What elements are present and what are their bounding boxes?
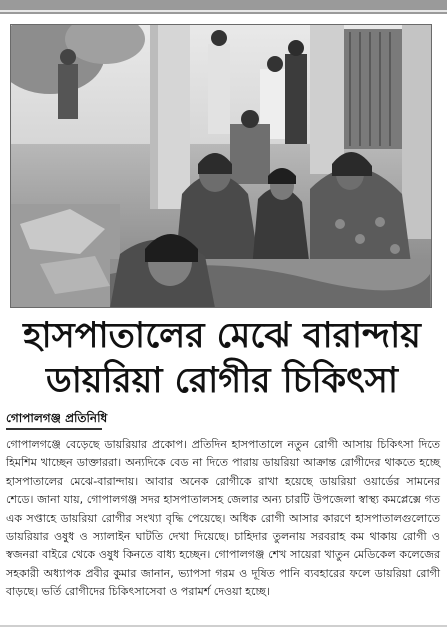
bottom-rule [0,625,447,627]
headline-line-2: ডায়রিয়া রোগীর চিকিৎসা [45,361,399,401]
headline [10,314,434,404]
news-photo [10,24,432,308]
news-photo-image [10,24,432,308]
byline-underline [6,428,102,430]
top-rule [0,0,447,14]
byline: গোপালগঞ্জ প্রতিনিধি [6,411,108,425]
article-body: গোপালগঞ্জে বেড়েছে ডায়রিয়ার প্রকোপ। প্রতিদিন হাসপাতালে নতুন রোগী আসায় চিকিৎসা দিতে হিমশিম খাচ্ছেন ডাক্তাররা। অন্যদিকে বেড না দিতে পারায় ডায়রিয়া আক্রান্ত রোগীদের থাকতে হচ্ছে হাসপাতালের মেঝে-বারান্দায়। আবার অনেক রোগীকে রাখা হয়েছে ডায়রিয়া ওয়ার্ডের সামনের শেডে। জানা যায়, গোপালগঞ্জ সদর হাসপাতালসহ জেলার অন্য চারটি উপজেলা স্বাস্থ্য কমপ্লেক্সে গত এক সপ্তাহে ডায়রিয়া রোগীর সংখ্যা বৃদ্ধি পেয়েছে। অধিক রোগী আসার কারণে হাসপাতালগুলোতে ডায়রিয়ার ওষুধ ও স্যালাইন ঘাটতি দেখা দিয়েছে। চাহিদার তুলনায় সরবরাহ কম থাকায় রোগী ও স্বজনরা বাইরে থেকে ওষুধ কিনতে বাধ্য হচ্ছেন। গোপালগঞ্জ শেখ সায়েরা খাতুন মেডিকেল কলেজের সহকারী অধ্যাপক প্রবীর কুমার জানান, ভ্যাপসা গরম ও দূষিত পানি ব্যবহারের ফলে ডায়রিয়া রোগী বাড়ছে। ভর্তি রোগীদের চিকিৎসাসেবা ও পরামর্শ দেওয়া হচ্ছে। [6,438,440,599]
headline-line-1: হাসপাতালের মেঝে বারান্দায় [23,316,421,356]
